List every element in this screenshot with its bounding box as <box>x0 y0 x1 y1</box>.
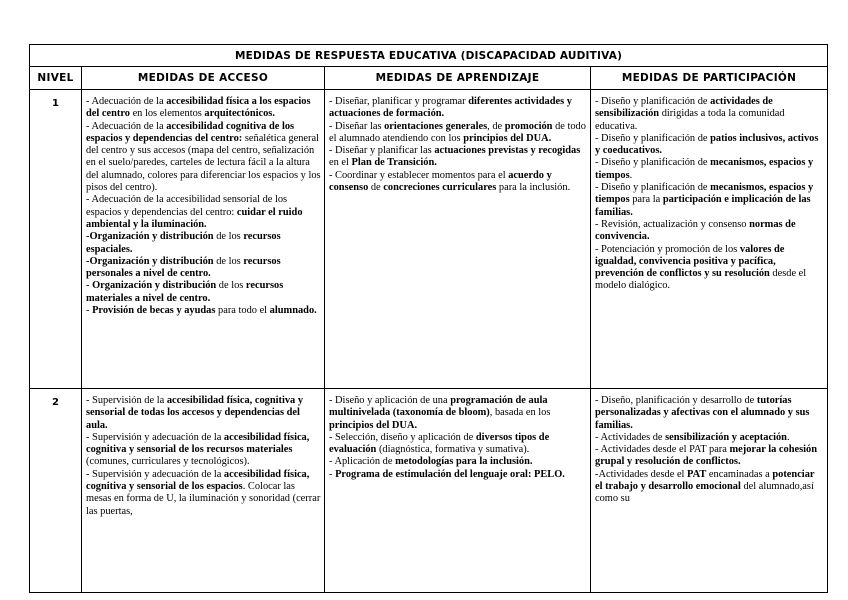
header-participacion: MEDIDAS DE PARTICIPACIÓN <box>591 67 828 90</box>
text: , basada en los <box>489 407 551 419</box>
bold-text: Organización y distribución <box>92 280 217 292</box>
bold-text: orientaciones generales <box>384 120 488 132</box>
bold-text: programación de aula multinivelada (taxonomía de bloom) <box>329 395 548 419</box>
measures-table <box>29 44 828 593</box>
text: en los elementos <box>129 108 205 120</box>
bold-text: concreciones curriculares <box>383 182 497 194</box>
text: para la <box>629 194 663 206</box>
text: del alumnado,así como su <box>595 481 814 505</box>
text: - Actividades de <box>595 431 666 443</box>
text: - <box>86 305 93 317</box>
text: para todo el <box>215 305 270 317</box>
text: de los <box>216 280 246 292</box>
header-aprendizaje: MEDIDAS DE APRENDIZAJE <box>325 67 591 90</box>
text: - Aplicación de <box>329 456 396 468</box>
bold-text: potenciar el trabajo y desarrollo emocional <box>595 468 815 493</box>
text: (diagnóstica, formativa y sumativa). <box>376 444 530 456</box>
text: - Supervisión y adecuación de la <box>86 468 224 480</box>
bold-text: metodologías para la inclusión. <box>395 456 533 468</box>
bold-text: accesibilidad física a los espacios del centro <box>86 96 311 120</box>
text: - Actividades desde el PAT para <box>595 444 730 456</box>
bold-text: principios del DUA. <box>463 132 552 144</box>
text: encaminadas a <box>706 468 773 480</box>
bold-text: PAT <box>687 468 707 480</box>
bold-text: promoción <box>504 120 553 132</box>
aprendizaje-cell <box>325 90 591 389</box>
text: . <box>629 169 633 181</box>
measure-item <box>86 469 321 518</box>
measure-item <box>86 194 321 231</box>
text: de los <box>213 255 244 267</box>
measure-item <box>595 96 824 133</box>
bold-text: patios inclusivos, activos y coeducativos. <box>595 132 819 157</box>
bold-text: normas de convivencia. <box>595 218 796 243</box>
bold-text: mecanismos, espacios y tiempos <box>595 182 814 206</box>
participacion-cell <box>591 389 828 593</box>
text: - Adecuación de la accesibilidad sensorial de los espacios y dependencias del centro: <box>86 194 288 218</box>
bold-text: Provisión de becas y ayudas <box>92 305 216 317</box>
participacion-cell <box>591 90 828 389</box>
text: - <box>329 468 336 480</box>
bold-text: tutorías personalizadas y afectivas con el alumnado y sus familias. <box>595 395 810 431</box>
text: - <box>86 280 93 292</box>
nivel-cell: 1 <box>30 90 82 389</box>
text: desde el modelo dialógico. <box>595 268 807 292</box>
bold-text: accesibilidad cognitiva de los espacios y dependencias del centro: <box>86 120 295 144</box>
measure-item <box>329 121 587 146</box>
bold-text: sensibilización y aceptación <box>665 431 787 443</box>
bold-text: recursos personales a nivel de centro. <box>86 255 281 280</box>
measure-item <box>86 256 321 281</box>
measure-item <box>595 444 824 469</box>
measure-item <box>86 96 321 121</box>
acceso-cell <box>82 90 325 389</box>
bold-text: Programa de estimulación del lenguaje oral: PELO. <box>335 468 565 480</box>
text: señalética general del centro y sus accesos (mapa del centro, señalización en el suelo/paredes, carteles de lectura fácil a la altura del alumnado, colores para diferenciar los espacios y los pisos del centro). <box>86 132 321 194</box>
text: . Colocar las mesas en forma de U, la iluminación y sonoridad (cerrar las puertas, <box>86 481 321 517</box>
text: - Supervisión de la <box>86 395 167 406</box>
text: - Diseño, planificación y desarrollo de <box>595 395 757 406</box>
text: - Diseño y planificación de <box>595 157 711 169</box>
text: - Adecuación de la <box>86 120 167 132</box>
text: de todo el alumnado atendiendo con los <box>329 120 586 144</box>
measure-item <box>595 219 824 244</box>
measure-item <box>595 395 824 432</box>
text: - Adecuación de la <box>86 96 167 107</box>
text: - Selección, diseño y aplicación de <box>329 431 476 443</box>
text: - Potenciación y promoción de los <box>595 243 740 255</box>
measure-item <box>595 182 824 219</box>
measure-item <box>595 157 824 182</box>
bold-text: alumnado. <box>269 305 317 317</box>
text: , de <box>487 120 505 132</box>
bold-text: participación e implicación de las familias. <box>595 194 811 218</box>
measure-item <box>329 145 587 170</box>
bold-text: principios del DUA. <box>329 419 418 431</box>
bold-text: acuerdo y consenso <box>329 169 552 194</box>
text: . <box>786 431 790 443</box>
measure-item <box>329 432 587 457</box>
text: dirigidas a toda la comunidad educativa. <box>595 108 785 132</box>
bold-text: -Organización y distribución <box>86 255 214 267</box>
text: - Diseñar, planificar y programar <box>329 96 469 107</box>
table-row <box>30 90 828 389</box>
text: (comunes, curriculares y tecnológicos). <box>86 456 250 468</box>
measure-item <box>595 133 824 158</box>
bold-text: mecanismos, espacios y tiempos <box>595 157 814 181</box>
bold-text: recursos materiales a nivel de centro. <box>86 280 284 304</box>
bold-text: diferentes actividades y actuaciones de formación. <box>329 96 572 120</box>
measure-item <box>595 432 824 444</box>
bold-text: valores de igualdad, convivencia positiva y pacífica, prevención de conflictos y su resolución <box>595 243 785 280</box>
measure-item <box>595 244 824 293</box>
header-acceso: MEDIDAS DE ACCESO <box>82 67 325 90</box>
bold-text: accesibilidad física, cognitiva y sensorial de todas los accesos y dependencias del aula. <box>86 395 304 431</box>
measure-item <box>86 395 321 432</box>
text: - Revisión, actualización y consenso <box>595 218 750 230</box>
header-nivel: NIVEL <box>30 67 82 90</box>
bold-text: diversos tipos de evaluación <box>329 431 550 456</box>
text: de <box>368 182 384 194</box>
text: - Diseñar las <box>329 120 385 132</box>
aprendizaje-cell <box>325 389 591 593</box>
text: - Diseño y planificación de <box>595 182 711 194</box>
text: - Coordinar y establecer momentos para el <box>329 169 509 181</box>
measure-item <box>329 469 587 481</box>
text: en el <box>329 157 352 169</box>
table-row <box>30 389 828 593</box>
bold-text: accesibilidad física, cognitiva y sensorial de los espacios <box>86 468 310 493</box>
measure-item <box>595 469 824 506</box>
measure-item <box>329 456 587 468</box>
text: de los <box>213 231 244 243</box>
bold-text: cuidar el ruido ambiental y la iluminación. <box>86 206 303 230</box>
text: - Diseño y aplicación de una <box>329 395 451 406</box>
bold-text: recursos espaciales. <box>86 231 281 255</box>
text: - Diseñar y planificar las <box>329 145 435 157</box>
measure-item <box>329 96 587 121</box>
measure-item <box>329 170 587 195</box>
bold-text: actuaciones previstas y recogidas <box>434 145 581 157</box>
text: -Actividades desde el <box>595 468 688 480</box>
measure-item <box>86 121 321 195</box>
measure-item <box>329 395 587 432</box>
measure-item <box>86 305 321 317</box>
measure-item <box>86 231 321 256</box>
measure-item <box>86 280 321 305</box>
acceso-cell <box>82 389 325 593</box>
measure-item <box>86 432 321 469</box>
bold-text: Plan de Transición. <box>351 157 437 169</box>
text: - Diseño y planificación de <box>595 96 711 107</box>
bold-text: -Organización y distribución <box>86 231 214 243</box>
nivel-cell: 2 <box>30 389 82 593</box>
bold-text: actividades de sensibilización <box>595 96 773 120</box>
table-title: MEDIDAS DE RESPUESTA EDUCATIVA (DISCAPACIDAD AUDITIVA) <box>30 45 828 67</box>
bold-text: arquitectónicos. <box>204 108 275 120</box>
text: - Supervisión y adecuación de la <box>86 431 224 443</box>
text: para la inclusión. <box>496 182 571 194</box>
text: - Diseño y planificación de <box>595 132 711 144</box>
bold-text: mejorar la cohesión grupal y resolución de conflictos. <box>595 444 818 468</box>
bold-text: accesibilidad física, cognitiva y sensorial de los recursos materiales <box>86 431 310 456</box>
